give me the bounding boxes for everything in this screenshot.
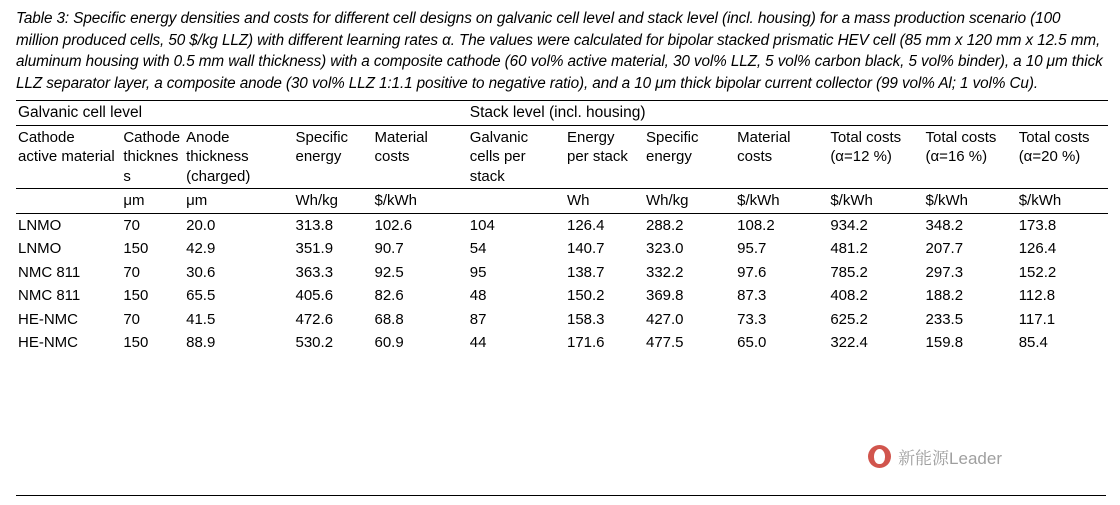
cell-specific-energy-stack: 323.0: [645, 240, 684, 257]
cell-total-costs-a20: 117.1: [1018, 310, 1056, 328]
col-header-specific-energy-cell: Specific energy: [295, 128, 349, 165]
cell-total-costs-a16: 297.3: [925, 263, 964, 281]
cell-energy-per-stack: 150.2: [566, 287, 605, 304]
cell-total-costs-a12: 785.2: [830, 263, 868, 281]
cell-total-costs-a20: 173.8: [1017, 213, 1108, 237]
cell-total-costs-a12: 934.2: [828, 213, 923, 237]
cell-energy-per-stack: 158.3: [566, 310, 605, 328]
unit-specific-energy-stack: Wh/kg: [644, 189, 735, 214]
unit-total-costs-a12: $/kWh: [828, 189, 923, 214]
cell-total-costs-a12: 322.4: [830, 334, 868, 351]
table-row: [16, 331, 1108, 355]
cell-galvanic-cells-per-stack: 48: [469, 287, 487, 304]
col-header-specific-energy-stack: Specific energy: [645, 128, 699, 165]
col-header-material-costs-cell: Material costs: [374, 128, 428, 165]
unit-material-costs-stack: $/kWh: [735, 189, 828, 214]
cell-material: LNMO: [16, 213, 121, 237]
table-row: [16, 308, 1108, 332]
data-table: [16, 100, 1108, 355]
cell-anode-thickness: 42.9: [186, 240, 216, 257]
col-header-galvanic-cells-per-stack: Galvanic cells per stack: [469, 128, 529, 185]
cell-specific-energy-cell: 405.6: [295, 287, 334, 304]
cell-energy-per-stack: 171.6: [566, 334, 605, 351]
unit-energy-per-stack: Wh: [565, 189, 644, 214]
watermark-label: 新能源Leader: [898, 449, 1002, 468]
cell-material: LNMO: [18, 240, 62, 257]
cell-total-costs-a16: 348.2: [924, 213, 1017, 237]
watermark: [868, 444, 1002, 469]
cell-galvanic-cells-per-stack: 87: [469, 310, 487, 328]
cell-cathode-thickness: 70: [121, 213, 184, 237]
unit-cathode-active-material: [16, 189, 121, 214]
cell-material-costs-cell: 68.8: [374, 310, 404, 328]
cell-material-costs-stack: 87.3: [737, 287, 767, 304]
col-header-cathode-thickness: Cathode thickness: [123, 128, 181, 185]
cell-material: NMC 811: [18, 263, 81, 281]
unit-cathode-thickness: μm: [121, 189, 184, 214]
table-row: [16, 284, 1108, 308]
cell-specific-energy-cell: 351.9: [295, 240, 334, 257]
col-header-total-costs-a20: Total costs (α=20 %): [1018, 128, 1090, 165]
col-header-energy-per-stack: Energy per stack: [566, 128, 628, 165]
cell-material-costs-cell: 102.6: [373, 213, 468, 237]
cell-total-costs-a16: 188.2: [925, 287, 964, 304]
cell-cathode-thickness: 150: [123, 287, 149, 304]
cell-specific-energy-stack: 427.0: [645, 310, 684, 328]
col-header-material-costs-stack: Material costs: [737, 128, 791, 165]
unit-specific-energy-cell: Wh/kg: [294, 189, 373, 214]
cell-total-costs-a20: 126.4: [1018, 240, 1057, 257]
cell-cathode-thickness: 150: [123, 334, 149, 351]
column-header-row: [16, 125, 1108, 189]
cell-total-costs-a16: 233.5: [925, 310, 964, 328]
unit-anode-thickness: μm: [184, 189, 293, 214]
cell-anode-thickness: 20.0: [184, 213, 293, 237]
cell-total-costs-a20: 152.2: [1018, 263, 1057, 281]
col-header-anode-thickness: Anode thickness (charged): [186, 128, 251, 185]
cell-specific-energy-stack: 288.2: [644, 213, 735, 237]
cell-cathode-thickness: 150: [123, 240, 149, 257]
cell-specific-energy-stack: 332.2: [645, 263, 684, 281]
cell-material-costs-cell: 82.6: [374, 287, 404, 304]
cell-anode-thickness: 30.6: [186, 263, 216, 281]
unit-material-costs-cell: $/kWh: [373, 189, 468, 214]
cell-energy-per-stack: 126.4: [565, 213, 644, 237]
cell-total-costs-a12: 408.2: [830, 287, 868, 304]
cell-galvanic-cells-per-stack: 95: [469, 263, 487, 281]
watermark-logo-icon: [868, 445, 891, 468]
cell-material: HE-NMC: [18, 334, 78, 351]
units-row: [16, 189, 1108, 214]
group-header-galvanic: Galvanic cell level: [16, 101, 468, 126]
group-header-stack: Stack level (incl. housing): [468, 101, 1108, 126]
cell-specific-energy-cell: 363.3: [295, 263, 334, 281]
cell-material-costs-stack: 95.7: [737, 240, 767, 257]
col-header-total-costs-a12: Total costs (α=12 %): [830, 128, 902, 165]
cell-specific-energy-stack: 369.8: [645, 287, 684, 304]
cell-total-costs-a12: 625.2: [830, 310, 868, 328]
cell-material-costs-stack: 97.6: [737, 263, 767, 281]
cell-cathode-thickness: 70: [123, 310, 141, 328]
cell-material-costs-cell: 90.7: [374, 240, 404, 257]
cell-material-costs-stack: 108.2: [735, 213, 828, 237]
cell-anode-thickness: 88.9: [186, 334, 216, 351]
cell-specific-energy-stack: 477.5: [645, 334, 684, 351]
table-row: [16, 261, 1108, 285]
cell-total-costs-a16: 159.8: [925, 334, 964, 351]
cell-anode-thickness: 65.5: [186, 287, 216, 304]
cell-total-costs-a12: 481.2: [830, 240, 868, 257]
cell-material: NMC 811: [18, 287, 81, 304]
cell-total-costs-a16: 207.7: [925, 240, 964, 257]
cell-galvanic-cells-per-stack: 44: [469, 334, 487, 351]
col-header-cathode-active-material: Cathode active material: [18, 128, 115, 165]
cell-anode-thickness: 41.5: [186, 310, 216, 328]
table-row: [16, 213, 1108, 237]
group-header-row: [16, 101, 1108, 126]
cell-material-costs-stack: 65.0: [737, 334, 767, 351]
cell-galvanic-cells-per-stack: 104: [468, 213, 565, 237]
table-caption: Table 3: Specific energy densities and costs for different cell designs on galvanic cell level and stack level (incl. housing) for a mass production scenario (100 million produced cells, 50 $/kg LLZ) with different learning rates α. The values were calculated for bipolar stacked prismatic HEV cell (85 mm x 120 mm x 12.5 mm, aluminum housing with 0.5 mm wall thickness) with a composite cathode (60 vol% active material, 30 vol% LLZ, 5 vol% carbon black, 5 vol% binder), a 10 μm thick LLZ separator layer, a composite anode (30 vol% LLZ 1:1.1 positive to negative ratio), and a 10 μm thick bipolar current collector (99 vol% Al; 1 vol% Cu).: [16, 10, 1103, 92]
cell-total-costs-a20: 112.8: [1018, 287, 1056, 304]
cell-total-costs-a20: 85.4: [1018, 334, 1048, 351]
cell-cathode-thickness: 70: [123, 263, 141, 281]
cell-material-costs-cell: 92.5: [374, 263, 404, 281]
cell-material: HE-NMC: [18, 310, 78, 328]
unit-galvanic-cells-per-stack: [468, 189, 565, 214]
cell-energy-per-stack: 138.7: [566, 263, 605, 281]
cell-material-costs-stack: 73.3: [737, 310, 767, 328]
unit-total-costs-a20: $/kWh: [1017, 189, 1108, 214]
cell-material-costs-cell: 60.9: [374, 334, 404, 351]
col-header-total-costs-a16: Total costs (α=16 %): [925, 128, 997, 165]
cell-specific-energy-cell: 313.8: [294, 213, 373, 237]
table-row: [16, 237, 1108, 261]
cell-galvanic-cells-per-stack: 54: [469, 240, 487, 257]
cell-specific-energy-cell: 472.6: [295, 310, 334, 328]
table-bottom-rule: [16, 495, 1106, 496]
cell-energy-per-stack: 140.7: [566, 240, 605, 257]
unit-total-costs-a16: $/kWh: [924, 189, 1017, 214]
cell-specific-energy-cell: 530.2: [295, 334, 334, 351]
